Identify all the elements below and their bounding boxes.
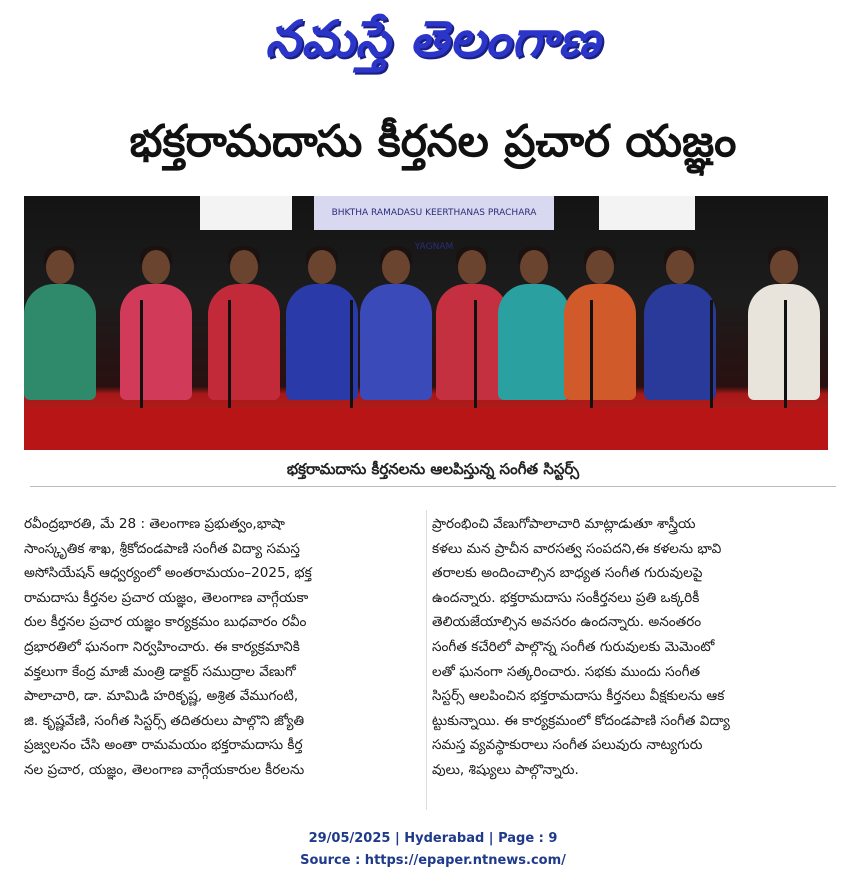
singer — [208, 250, 280, 400]
article-line: తెలియజేయాల్సిన అవసరం ఉందన్నారు. అనంతరం — [432, 614, 702, 631]
article-line: నల ప్రచార, యజ్ఞం, తెలంగాణ వాగ్గేయకారుల కీరలను — [24, 761, 305, 778]
footer-source: Source : https://epaper.ntnews.com/ — [300, 853, 566, 868]
photo-banner-center: BHKTHA RAMADASU KEERTHANAS PRACHARA YAGNAM — [314, 196, 554, 230]
microphone-stand — [140, 300, 143, 410]
microphone-stand — [350, 300, 353, 410]
photo-caption-text: భక్తరామదాసు కీర్తనలను ఆలపిస్తున్న సంగీత సిస్టర్స్ — [286, 460, 580, 478]
article-line: ట్టుకున్నాయి. ఈ కార్యక్రమంలో కోదండపాణి సంగీత విద్యా — [432, 712, 730, 729]
singer — [360, 250, 432, 400]
article-line: వులు, శిష్యులు పాల్గొన్నారు. — [432, 761, 579, 778]
microphone-stand — [474, 300, 477, 410]
article-line: ద్రభారతిలో ఘనంగా నిర్వహించారు. ఈ కార్యక్రమానికి — [24, 638, 300, 655]
singer — [24, 250, 96, 400]
microphone-stand — [784, 300, 787, 410]
column-divider — [426, 510, 427, 810]
article-line: ప్రజ్వలనం చేసి అంతా రామమయం భక్తరామదాసు కీర్త — [24, 737, 303, 754]
article-line: రామదాసు కీర్తనల ప్రచార యజ్ఞం, తెలంగాణ వాగ్గేయకా — [24, 589, 309, 606]
article-line: సిస్టర్స్ ఆలపించిన భక్తరామదాసు కీర్తనలు వీక్షకులను ఆక — [432, 688, 725, 705]
footer-dateline: 29/05/2025 | Hyderabad | Page : 9 — [308, 831, 558, 846]
microphone-stand — [228, 300, 231, 410]
singer — [564, 250, 636, 400]
article-line: వక్తలుగా కేంద్ర మాజీ మంత్రి డాక్టర్ సముద్రాల వేణుగో — [24, 663, 296, 680]
page-footer — [0, 828, 866, 872]
article-column-left — [24, 512, 422, 812]
article-line: ప్రారంభించి వేణుగోపాలాచారి మాట్లాడుతూ శాస్త్రీయ — [432, 516, 696, 532]
microphone-stand — [590, 300, 593, 410]
article-line: జి. కృష్ణవేణి, సంగీత సిస్టర్స్ తదితరులు పాల్గొని జ్యోతి — [24, 712, 305, 729]
singer — [498, 250, 570, 400]
article-line: పాలాచారి, డా. మామిడి హరికృష్ణ, అశ్రిత వేముగంటి, — [24, 688, 299, 705]
article-line: కళలు మన ప్రాచీన వారసత్వ సంపదని,ఈ కళలను భావి — [432, 540, 722, 557]
article-line: అసోసియేషన్ ఆధ్వర్యంలో అంతరామయం–2025, భక్త — [24, 565, 312, 582]
microphone-stand — [710, 300, 713, 410]
singer — [120, 250, 192, 400]
photo-caption — [30, 452, 836, 487]
article-column-right — [432, 512, 830, 812]
masthead-title: నమస్తే తెలంగాణ — [265, 10, 601, 68]
article-line: రుల కీర్తనల ప్రచార యజ్ఞం కార్యక్రమం బుధవారం రవీం — [24, 614, 307, 631]
masthead — [0, 4, 866, 74]
article-line: తరాలకు అందించాల్సిన బాధ్యత సంగీత గురువులపై — [432, 565, 703, 582]
singer — [644, 250, 716, 400]
headline-text: భక్తరామదాసు కీర్తనల ప్రచార యజ్ఞం — [129, 116, 737, 167]
article-line: ఉందన్నారు. భక్తరామదాసు సంకీర్తనలు ప్రతి ఒక్కరికీ — [432, 589, 700, 606]
singer — [286, 250, 358, 400]
article-line: సంగీత కచేరిలో పాల్గొన్న సంగీత గురువులకు మెమెంటో — [432, 638, 715, 655]
article-line: రవీంద్రభారతి, మే 28 : తెలంగాణ ప్రభుత్వం,భాషా — [24, 516, 285, 532]
news-photo — [24, 196, 828, 450]
stage-floor — [24, 408, 828, 450]
article-line: లతో ఘనంగా సత్కరించారు. సభకు ముందు సంగీత — [432, 663, 701, 680]
article-line: సాంస్కృతిక శాఖ, శ్రీకోదండపాణి సంగీత విద్యా సమస్త — [24, 540, 300, 557]
photo-banner-left — [200, 196, 292, 230]
photo-banner-right — [599, 196, 695, 230]
headline — [20, 102, 846, 182]
article-line: సమస్త వ్యవస్థాకురాలు సంగీత పలువురు నాట్యగురు — [432, 737, 703, 754]
